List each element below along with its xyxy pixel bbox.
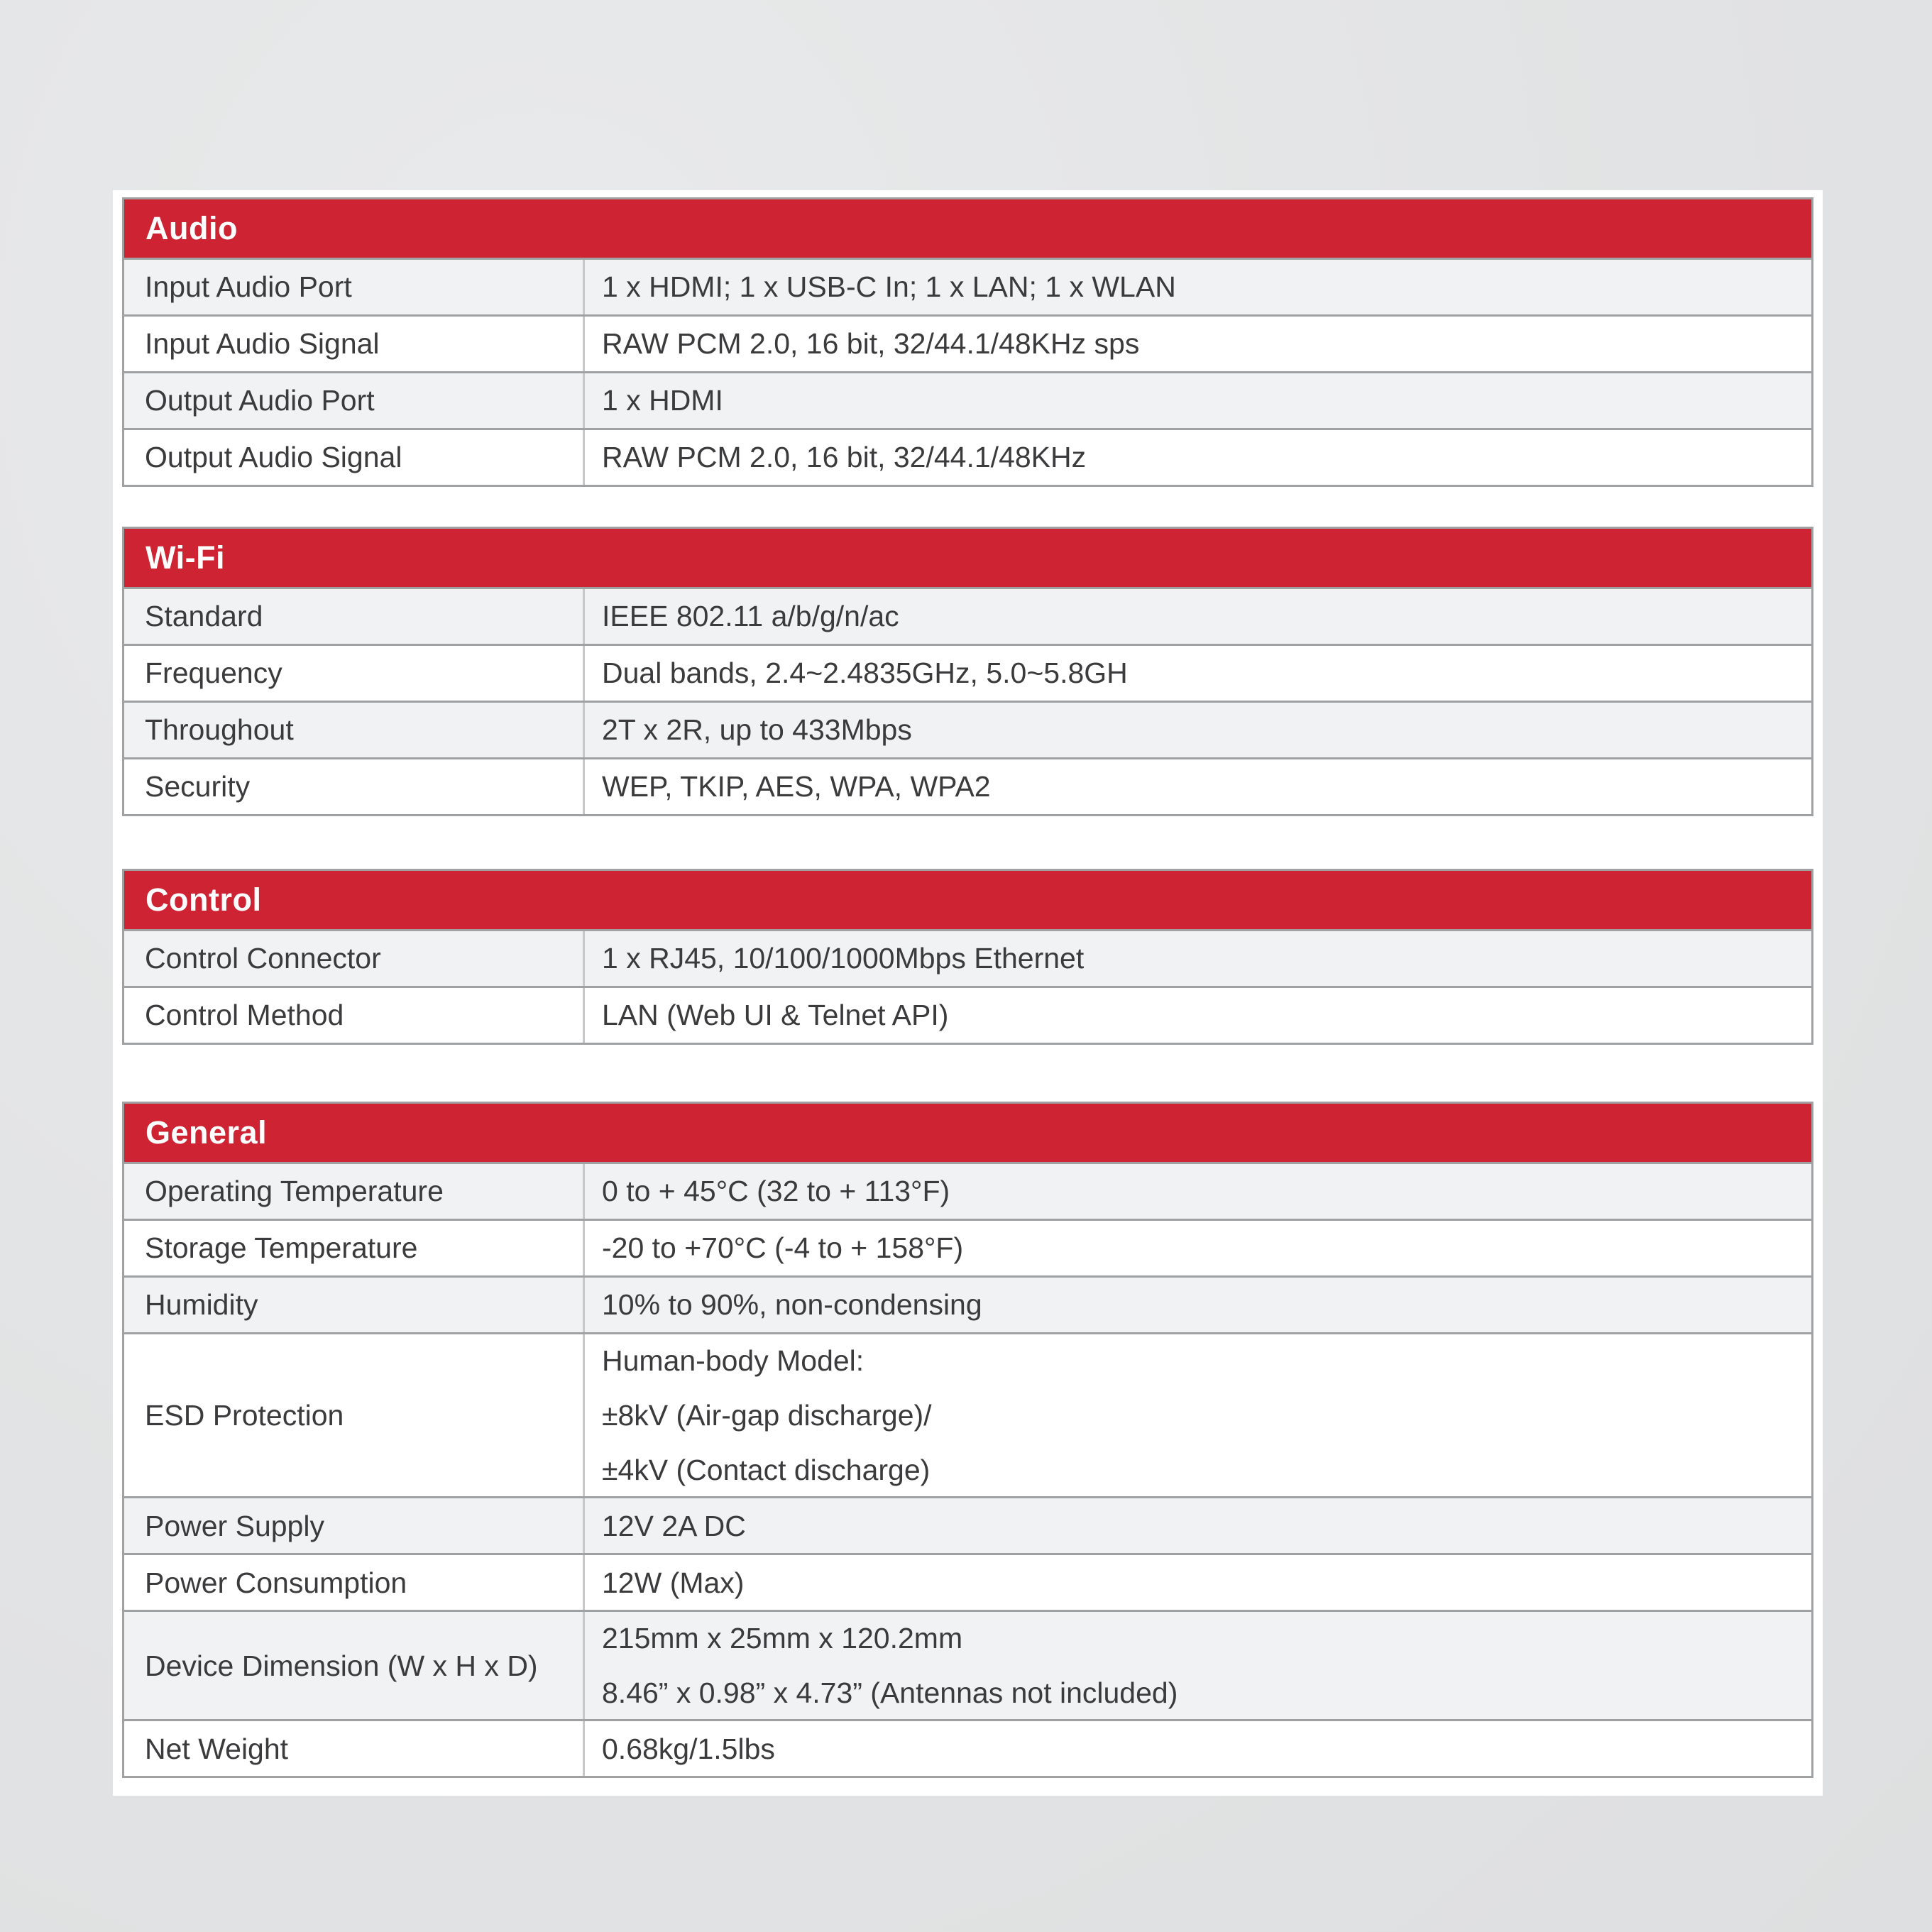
section-header-control bbox=[124, 871, 1811, 929]
section-header-wi-fi bbox=[124, 529, 1811, 587]
spec-table-wi-fi bbox=[122, 527, 1813, 816]
table-row bbox=[124, 929, 1811, 986]
section-header-general bbox=[124, 1104, 1811, 1162]
value-line: 8.46” x 0.98” x 4.73” (Antennas not included) bbox=[602, 1676, 1178, 1710]
spec-table-control bbox=[122, 869, 1813, 1045]
table-title: General bbox=[146, 1114, 268, 1151]
row-label: Security bbox=[145, 770, 251, 803]
row-value bbox=[583, 1498, 1811, 1553]
row-value bbox=[583, 1278, 1811, 1332]
value-line: RAW PCM 2.0, 16 bit, 32/44.1/48KHz bbox=[602, 441, 1087, 474]
table-title: Control bbox=[146, 882, 262, 918]
row-label: Power Consumption bbox=[145, 1566, 407, 1599]
value-line: ±8kV (Air-gap discharge)/ bbox=[602, 1399, 932, 1432]
row-label: Frequency bbox=[145, 657, 282, 690]
table-row bbox=[124, 701, 1811, 757]
table-rows bbox=[124, 929, 1811, 1043]
value-line: 10% to 90%, non-condensing bbox=[602, 1288, 982, 1322]
table-row bbox=[124, 1553, 1811, 1610]
table-row bbox=[124, 587, 1811, 644]
spec-sheet-page bbox=[113, 190, 1823, 1796]
value-line: 0 to + 45°C (32 to + 113°F) bbox=[602, 1175, 950, 1208]
value-line: 1 x HDMI; 1 x USB-C In; 1 x LAN; 1 x WLAN bbox=[602, 270, 1176, 304]
row-label: Humidity bbox=[145, 1288, 258, 1322]
row-value bbox=[583, 988, 1811, 1043]
row-value bbox=[583, 703, 1811, 757]
section-header-audio bbox=[124, 199, 1811, 258]
row-label: Storage Temperature bbox=[145, 1231, 418, 1265]
table-row bbox=[124, 1162, 1811, 1219]
row-value bbox=[583, 1555, 1811, 1610]
row-value bbox=[583, 1334, 1811, 1496]
row-value bbox=[583, 260, 1811, 314]
spec-table-general bbox=[122, 1102, 1813, 1778]
row-label: Device Dimension (W x H x D) bbox=[145, 1649, 538, 1682]
table-row bbox=[124, 371, 1811, 428]
table-rows bbox=[124, 258, 1811, 485]
value-line: 215mm x 25mm x 120.2mm bbox=[602, 1622, 963, 1655]
row-value bbox=[583, 931, 1811, 986]
row-value bbox=[583, 317, 1811, 371]
value-line: 12V 2A DC bbox=[602, 1509, 746, 1542]
table-row bbox=[124, 1275, 1811, 1332]
table-row bbox=[124, 1719, 1811, 1776]
value-line: 2T x 2R, up to 433Mbps bbox=[602, 713, 912, 747]
table-row bbox=[124, 1610, 1811, 1719]
row-value bbox=[583, 373, 1811, 428]
row-label: Output Audio Signal bbox=[145, 441, 402, 474]
row-label: Throughout bbox=[145, 713, 294, 747]
row-label: Operating Temperature bbox=[145, 1175, 444, 1208]
value-line: LAN (Web UI & Telnet API) bbox=[602, 999, 949, 1032]
row-value bbox=[583, 1612, 1811, 1719]
row-label: Input Audio Port bbox=[145, 270, 352, 304]
row-value bbox=[583, 1221, 1811, 1275]
table-row bbox=[124, 428, 1811, 485]
table-row bbox=[124, 986, 1811, 1043]
row-label: Power Supply bbox=[145, 1509, 324, 1542]
table-title: Audio bbox=[146, 210, 238, 246]
table-rows bbox=[124, 1162, 1811, 1776]
table-row bbox=[124, 1219, 1811, 1275]
value-line: ±4kV (Contact discharge) bbox=[602, 1454, 931, 1487]
table-title: Wi-Fi bbox=[146, 539, 226, 576]
row-label: Standard bbox=[145, 600, 263, 633]
table-row bbox=[124, 314, 1811, 371]
row-value bbox=[583, 589, 1811, 644]
table-row bbox=[124, 757, 1811, 814]
row-label: ESD Protection bbox=[145, 1399, 344, 1432]
row-label: Control Connector bbox=[145, 942, 381, 975]
row-label: Output Audio Port bbox=[145, 384, 375, 417]
row-label: Input Audio Signal bbox=[145, 327, 380, 361]
value-line: RAW PCM 2.0, 16 bit, 32/44.1/48KHz sps bbox=[602, 327, 1140, 361]
row-value bbox=[583, 1721, 1811, 1776]
value-line: IEEE 802.11 a/b/g/n/ac bbox=[602, 600, 899, 633]
value-line: -20 to +70°C (-4 to + 158°F) bbox=[602, 1231, 964, 1265]
row-value bbox=[583, 646, 1811, 701]
table-rows bbox=[124, 587, 1811, 814]
value-line: Human-body Model: bbox=[602, 1344, 865, 1377]
row-value bbox=[583, 430, 1811, 485]
value-line: 1 x RJ45, 10/100/1000Mbps Ethernet bbox=[602, 942, 1085, 975]
table-row bbox=[124, 1496, 1811, 1553]
value-line: Dual bands, 2.4~2.4835GHz, 5.0~5.8GH bbox=[602, 657, 1128, 690]
spec-table-audio bbox=[122, 197, 1813, 487]
table-row bbox=[124, 1332, 1811, 1496]
value-line: WEP, TKIP, AES, WPA, WPA2 bbox=[602, 770, 991, 803]
table-row bbox=[124, 644, 1811, 701]
value-line: 0.68kg/1.5lbs bbox=[602, 1732, 775, 1765]
value-line: 12W (Max) bbox=[602, 1566, 745, 1599]
row-label: Control Method bbox=[145, 999, 344, 1032]
table-row bbox=[124, 258, 1811, 314]
value-line: 1 x HDMI bbox=[602, 384, 723, 417]
row-label: Net Weight bbox=[145, 1732, 289, 1765]
row-value bbox=[583, 1164, 1811, 1219]
row-value bbox=[583, 759, 1811, 814]
